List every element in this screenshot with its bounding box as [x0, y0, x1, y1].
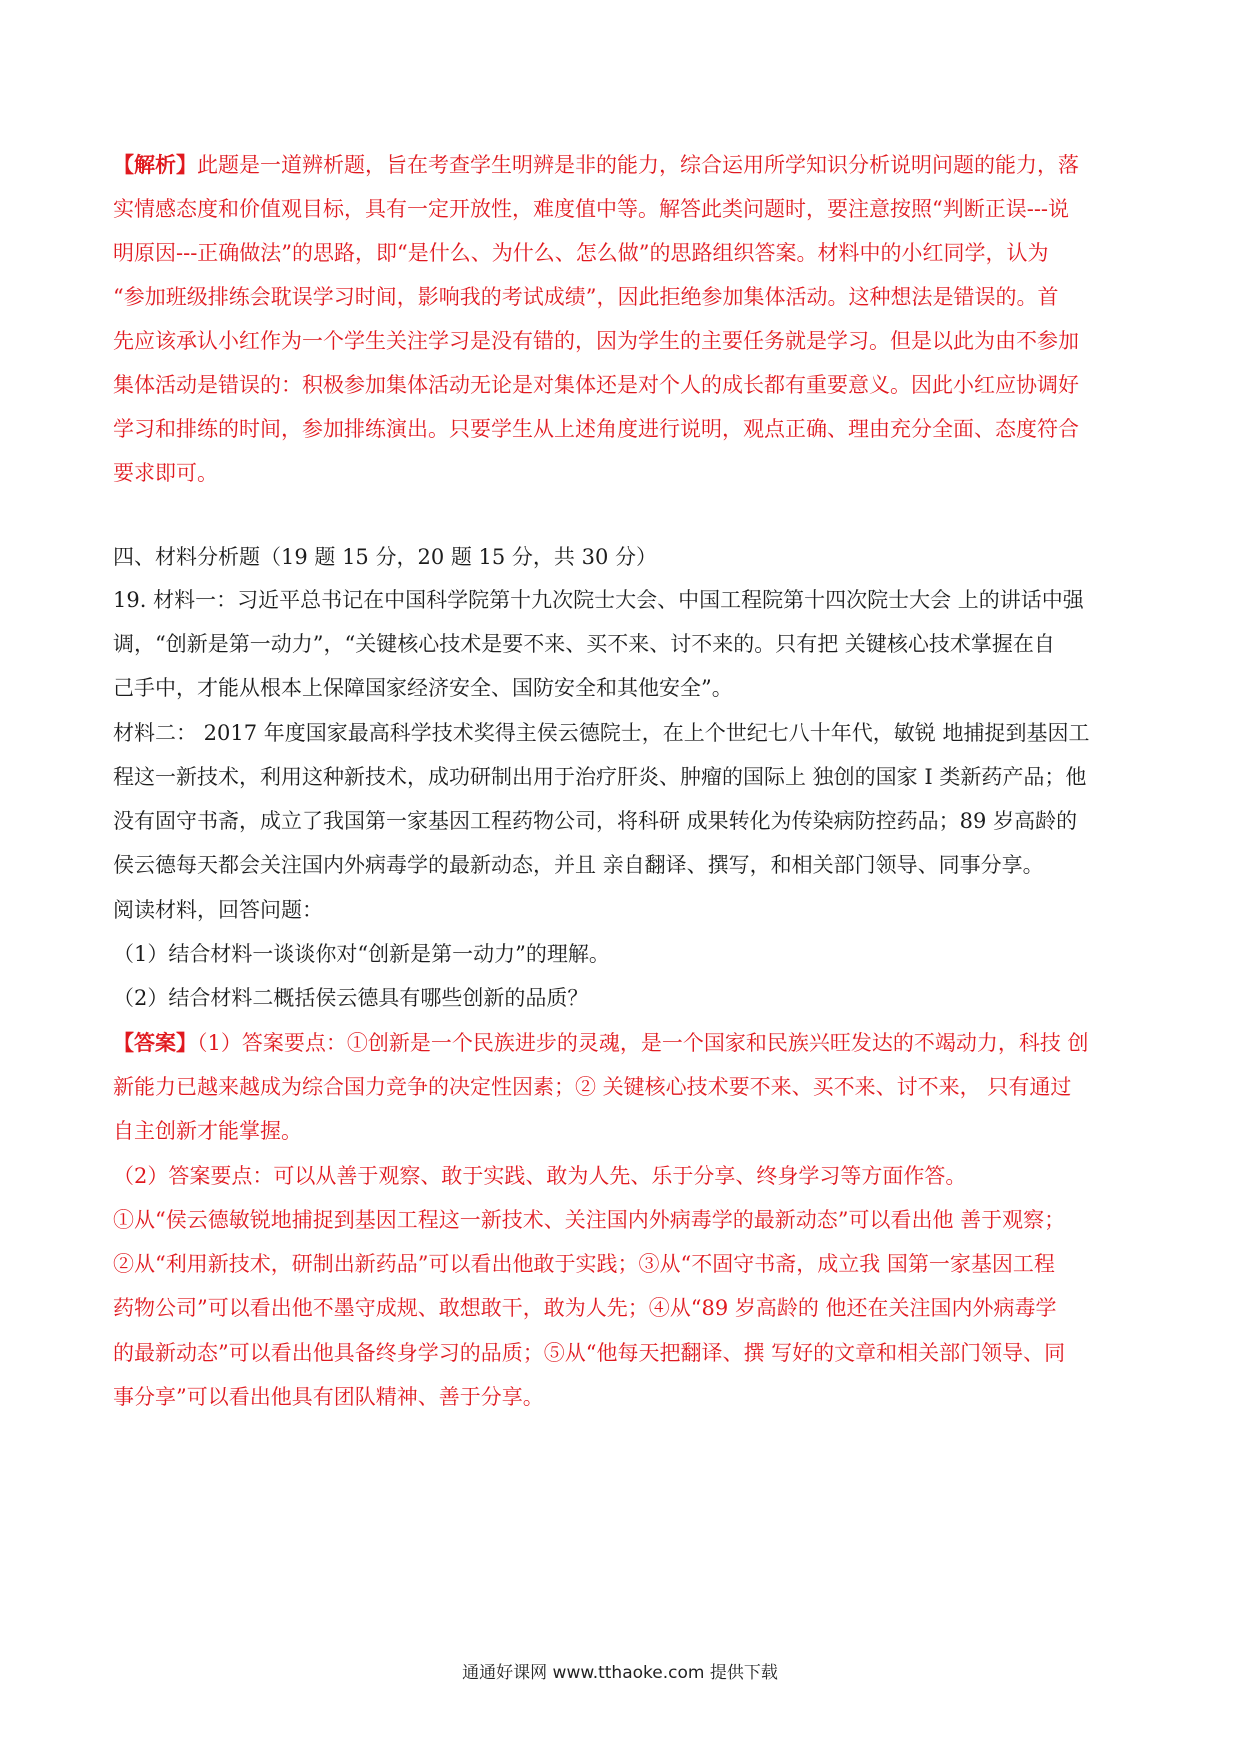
- answer-line-1: [113, 1028, 1089, 1058]
- analysis-text: 此题是一道辨析题，旨在考查学生明辨是非的能力，综合运用所学知识分析说明问题的能力，落: [197, 153, 1079, 177]
- reading-prompt: 阅读材料，回答问题：: [113, 898, 323, 922]
- answer-line-6: ②从“利用新技术，研制出新药品”可以看出他敢于实践；③从“不固守书斋，成立我 国第一家基因工程: [113, 1252, 1055, 1276]
- answer-first-text: （1）答案要点：①创新是一个民族进步的灵魂，是一个国家和民族兴旺发达的不竭动力，科技 创: [197, 1031, 1089, 1055]
- analysis-line-7: 学习和排练的时间，参加排练演出。只要学生从上述角度进行说明，观点正确、理由充分全面、态度符合: [113, 417, 1079, 441]
- analysis-line-2: 实情感态度和价值观目标，具有一定开放性，难度值中等。解答此类问题时，要注意按照“判断正误---说: [113, 197, 1070, 221]
- material1-line-1: 19. 材料一：习近平总书记在中国科学院第十九次院士大会、中国工程院第十四次院士大会 上的讲话中强: [113, 588, 1084, 612]
- question-2: （2）结合材料二概括侯云德具有哪些创新的品质？: [113, 986, 589, 1010]
- analysis-line-1: [113, 150, 1079, 180]
- answer-line-3: 自主创新才能掌握。: [113, 1119, 302, 1143]
- analysis-line-6: 集体活动是错误的：积极参加集体活动无论是对集体还是对个人的成长都有重要意义。因此小红应协调好: [113, 373, 1079, 397]
- material2-line-2: 程这一新技术，利用这种新技术，成功研制出用于治疗肝炎、肿瘤的国际上 独创的国家 I 类新药产品；他: [113, 765, 1087, 789]
- material1-line-2: 调，“创新是第一动力”，“关键核心技术是要不来、买不来、讨不来的。只有把 关键核心技术掌握在自: [113, 632, 1055, 656]
- answer-line-7: 药物公司”可以看出他不墨守成规、敢想敢干，敢为人先；④从“89 岁高龄的 他还在关注国内外病毒学: [113, 1296, 1057, 1320]
- answer-line-4: （2）答案要点：可以从善于观察、敢于实践、敢为人先、乐于分享、终身学习等方面作答。: [113, 1164, 967, 1188]
- page-footer: 通通好课网 www.tthaoke.com 提供下载: [462, 1663, 778, 1683]
- material1-line-3: 己手中，才能从根本上保障国家经济安全、国防安全和其他安全”。: [113, 676, 733, 700]
- answer-tag: 【答案】: [113, 1030, 197, 1055]
- answer-line-8: 的最新动态”可以看出他具备终身学习的品质；⑤从“他每天把翻译、撰 写好的文章和相关部门领导、同: [113, 1341, 1066, 1365]
- answer-line-5: ①从“侯云德敏锐地捕捉到基因工程这一新技术、关注国内外病毒学的最新动态”可以看出他 善于观察；: [113, 1208, 1066, 1232]
- analysis-tag: 【解析】: [113, 152, 197, 177]
- material2-line-3: 没有固守书斋，成立了我国第一家基因工程药物公司，将科研 成果转化为传染病防控药品；89 岁高龄的: [113, 809, 1078, 833]
- question-1: （1）结合材料一谈谈你对“创新是第一动力”的理解。: [113, 942, 610, 966]
- analysis-line-5: 先应该承认小红作为一个学生关注学习是没有错的，因为学生的主要任务就是学习。但是以此为由不参加: [113, 329, 1079, 353]
- material2-line-4: 侯云德每天都会关注国内外病毒学的最新动态，并且 亲自翻译、撰写，和相关部门领导、同事分享。: [113, 853, 1044, 877]
- section-title: 四、材料分析题（19 题 15 分，20 题 15 分，共 30 分）: [113, 545, 658, 569]
- analysis-line-3: 明原因---正确做法”的思路，即“是什么、为什么、怎么做”的思路组织答案。材料中的小红同学，认为: [113, 241, 1049, 265]
- analysis-line-8: 要求即可。: [113, 461, 218, 485]
- material2-line-1: 材料二： 2017 年度国家最高科学技术奖得主侯云德院士，在上个世纪七八十年代，敏锐 地捕捉到基因工: [113, 721, 1090, 745]
- answer-line-9: 事分享”可以看出他具有团队精神、善于分享。: [113, 1385, 544, 1409]
- answer-line-2: 新能力已越来越成为综合国力竞争的决定性因素；② 关键核心技术要不来、买不来、讨不来， 只有通过: [113, 1075, 1072, 1099]
- analysis-line-4: “参加班级排练会耽误学习时间，影响我的考试成绩”，因此拒绝参加集体活动。这种想法是错误的。首: [113, 285, 1059, 309]
